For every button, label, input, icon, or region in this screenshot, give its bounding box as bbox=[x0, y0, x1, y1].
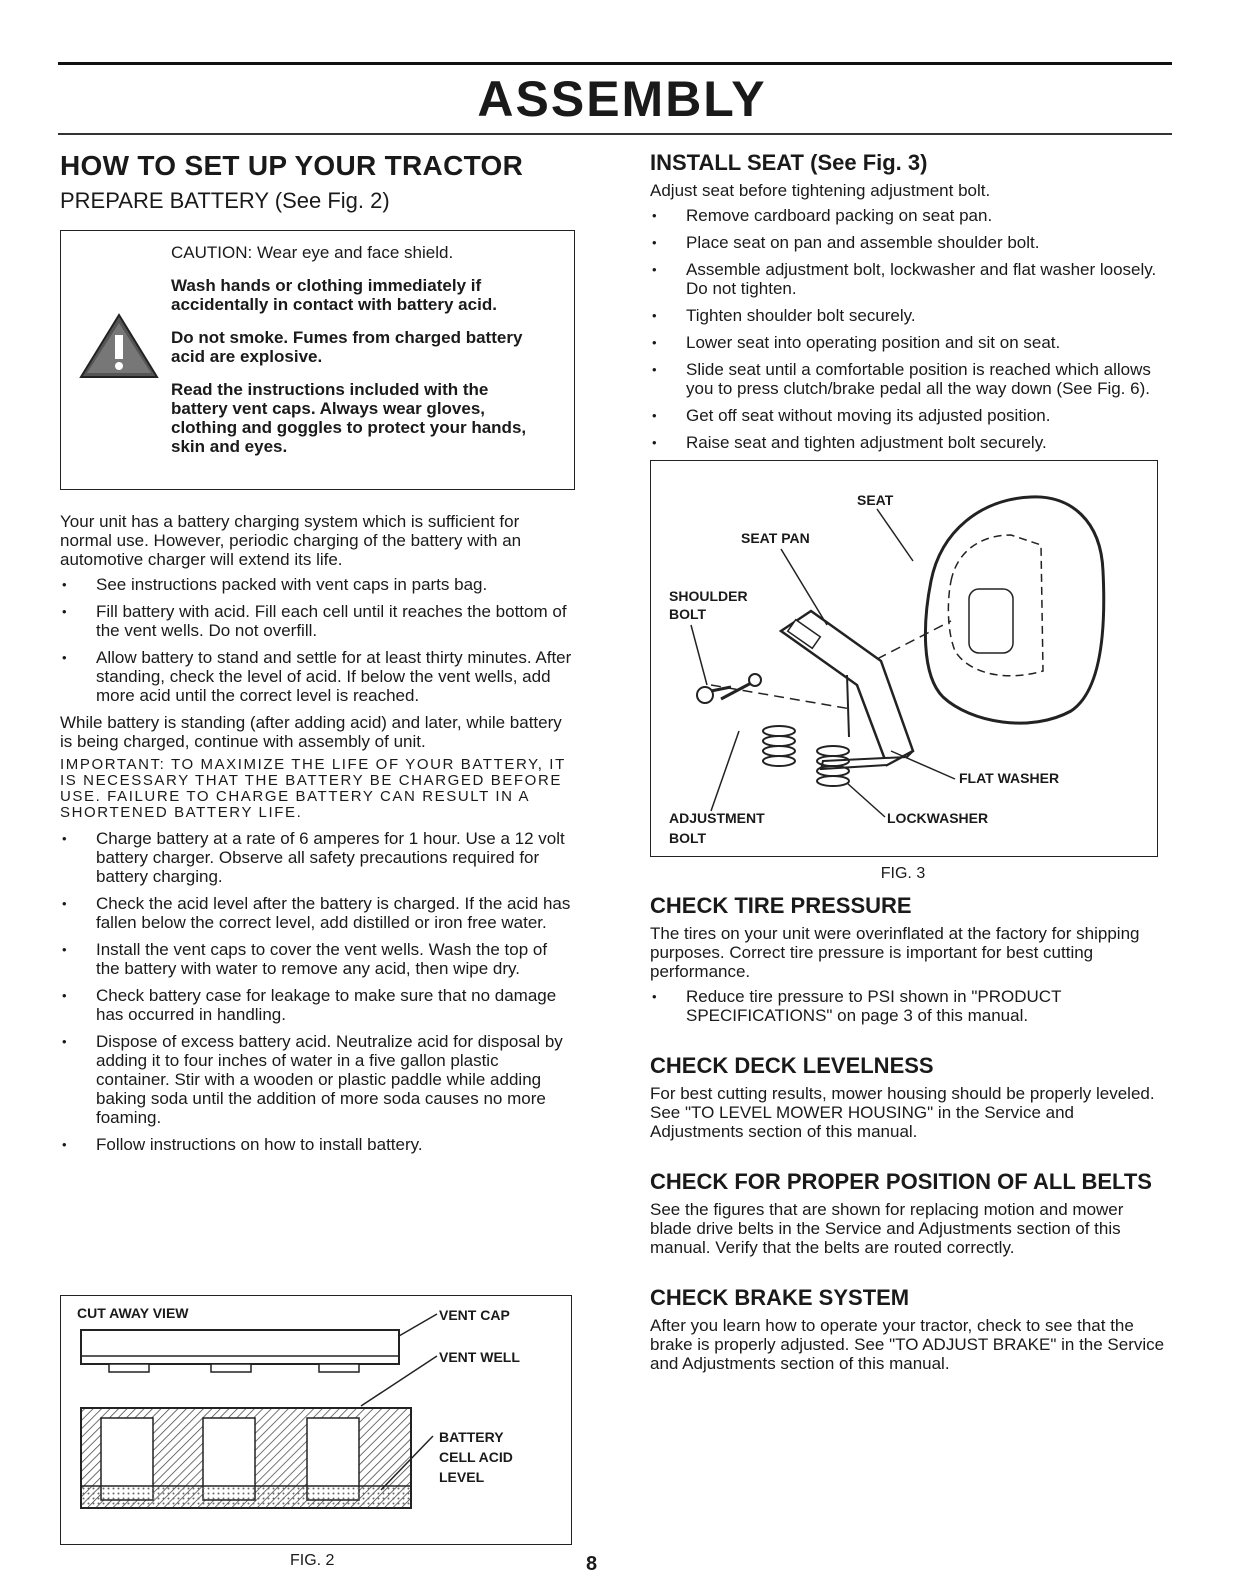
important-note: IMPORTANT: TO MAXIMIZE THE LIFE OF YOUR BATTERY, IT IS NECESSARY THAT THE BATTERY BE CHARGED BEFORE USE. FAILURE TO CHARGE BATTERY CAN RESULT IN A SHORTENED BATTERY LIFE. bbox=[60, 756, 566, 821]
seat-label: SEAT bbox=[857, 492, 894, 508]
section-heading: HOW TO SET UP YOUR TRACTOR bbox=[60, 150, 524, 181]
standing-note: While battery is standing (after adding acid) and later, while battery is being charged, continue with assembly of unit. bbox=[60, 713, 562, 751]
list-item: • Place seat on pan and assemble shoulder bolt. bbox=[650, 233, 1166, 252]
shoulder-bolt-label: BOLT bbox=[669, 606, 707, 622]
page-number: 8 bbox=[586, 1553, 598, 1575]
seat-figure bbox=[650, 460, 1158, 857]
adjustment-bolt-label: ADJUSTMENT bbox=[669, 810, 765, 826]
list-item: • Raise seat and tighten adjustment bolt securely. bbox=[650, 433, 1166, 452]
install-seat-heading: INSTALL SEAT (See Fig. 3) bbox=[650, 150, 928, 175]
flat-washer-label: FLAT WASHER bbox=[959, 770, 1060, 786]
list-item: • Remove cardboard packing on seat pan. bbox=[650, 206, 1166, 225]
caution-line: Read the instructions included with the battery vent caps. Always wear gloves, clothing and goggles to protect your hands, skin and eyes. bbox=[171, 380, 527, 456]
list-item: • Tighten shoulder bolt securely. bbox=[650, 306, 1166, 325]
caution-line: Do not smoke. Fumes from charged battery acid are explosive. bbox=[171, 328, 523, 366]
brake-heading: CHECK BRAKE SYSTEM bbox=[650, 1285, 910, 1310]
caution-box bbox=[60, 230, 575, 490]
acid-level-label: LEVEL bbox=[439, 1469, 485, 1485]
charging-steps bbox=[60, 829, 575, 1154]
list-item: • Check the acid level after the battery is charged. If the acid has fallen below the correct level, add distilled or iron free water. bbox=[60, 894, 575, 932]
top-rule bbox=[58, 62, 1172, 65]
page-title: ASSEMBLY bbox=[477, 71, 767, 127]
left-column bbox=[60, 150, 575, 1162]
cut-away-label: CUT AWAY VIEW bbox=[77, 1305, 189, 1321]
seat-steps bbox=[650, 206, 1166, 452]
seat-intro: Adjust seat before tightening adjustment bolt. bbox=[650, 181, 991, 200]
caution-line: CAUTION: Wear eye and face shield. bbox=[171, 243, 454, 262]
list-item: • Charge battery at a rate of 6 amperes for 1 hour. Use a 12 volt battery charger. Observe all safety precautions required for battery charging. bbox=[60, 829, 575, 886]
lockwasher-label: LOCKWASHER bbox=[887, 810, 989, 826]
seat-pan-label: SEAT PAN bbox=[741, 530, 810, 546]
acid-level-label: CELL ACID bbox=[439, 1449, 513, 1465]
vent-well-label: VENT WELL bbox=[439, 1349, 520, 1365]
battery-cutaway-drawing bbox=[61, 1296, 571, 1544]
brake-body: After you learn how to operate your tractor, check to see that the brake is properly adjusted. See "TO ADJUST BRAKE" in the Service and Adjustments section of this manual. bbox=[650, 1316, 1165, 1373]
list-item: • Allow battery to stand and settle for at least thirty minutes. After standing, check the level of acid. If below the vent wells, add more acid until the correct level is reached. bbox=[60, 648, 575, 705]
shoulder-bolt-label: SHOULDER bbox=[669, 588, 748, 604]
belts-body: See the figures that are shown for replacing motion and mower blade drive belts in the Service and Adjustments section of this manual. Verify that the belts are routed correctly. bbox=[650, 1200, 1124, 1257]
battery-intro: Your unit has a battery charging system which is sufficient for normal use. However, periodic charging of the battery with an automotive charger will extend its life. bbox=[60, 512, 522, 569]
deck-body: For best cutting results, mower housing should be properly leveled. See "TO LEVEL MOWER HOUSING" in the Service and Adjustments section of this manual. bbox=[650, 1084, 1155, 1141]
list-item: • Get off seat without moving its adjusted position. bbox=[650, 406, 1166, 425]
list-item: • Fill battery with acid. Fill each cell until it reaches the bottom of the vent wells. Do not overfill. bbox=[60, 602, 575, 640]
list-item: • Assemble adjustment bolt, lockwasher and flat washer loosely. Do not tighten. bbox=[650, 260, 1166, 298]
list-item: • See instructions packed with vent caps in parts bag. bbox=[60, 575, 575, 594]
adjustment-bolt-label: BOLT bbox=[669, 830, 707, 846]
list-item: • Lower seat into operating position and sit on seat. bbox=[650, 333, 1166, 352]
deck-heading: CHECK DECK LEVELNESS bbox=[650, 1053, 934, 1078]
prepare-battery-heading: PREPARE BATTERY (See Fig. 2) bbox=[60, 188, 390, 213]
fig2-caption: FIG. 2 bbox=[290, 1552, 335, 1569]
battery-steps bbox=[60, 575, 575, 705]
vent-cap-label: VENT CAP bbox=[439, 1307, 510, 1323]
title-rule bbox=[58, 133, 1172, 135]
list-item: • Check battery case for leakage to make sure that no damage has occurred in handling. bbox=[60, 986, 575, 1024]
belts-heading: CHECK FOR PROPER POSITION OF ALL BELTS bbox=[650, 1169, 1152, 1194]
list-item: • Slide seat until a comfortable position is reached which allows you to press clutch/brake pedal all the way down (See Fig. 6). bbox=[650, 360, 1166, 398]
caution-line: Wash hands or clothing immediately if accidentally in contact with battery acid. bbox=[171, 276, 497, 314]
tire-body: The tires on your unit were overinflated at the factory for shipping purposes. Correct tire pressure is important for best cutting performance. bbox=[650, 924, 1140, 981]
list-item: • Follow instructions on how to install battery. bbox=[60, 1135, 575, 1154]
battery-figure bbox=[60, 1295, 572, 1545]
tire-heading: CHECK TIRE PRESSURE bbox=[650, 893, 912, 918]
list-item: • Dispose of excess battery acid. Neutralize acid for disposal by adding it to four inches of water in a five gallon plastic container. Stir with a wooden or plastic paddle while adding baking soda until the addition of more soda causes no more foaming. bbox=[60, 1032, 575, 1127]
list-item: • Install the vent caps to cover the vent wells. Wash the top of the battery with water to remove any acid, then wipe dry. bbox=[60, 940, 575, 978]
acid-level-label: BATTERY bbox=[439, 1429, 504, 1445]
seat-assembly-drawing bbox=[651, 461, 1157, 856]
right-column bbox=[650, 150, 1166, 1379]
tire-steps bbox=[650, 987, 1166, 1025]
list-item: • Reduce tire pressure to PSI shown in "PRODUCT SPECIFICATIONS" on page 3 of this manual. bbox=[650, 987, 1166, 1025]
warning-icon bbox=[79, 313, 159, 379]
fig3-caption: FIG. 3 bbox=[880, 865, 926, 882]
